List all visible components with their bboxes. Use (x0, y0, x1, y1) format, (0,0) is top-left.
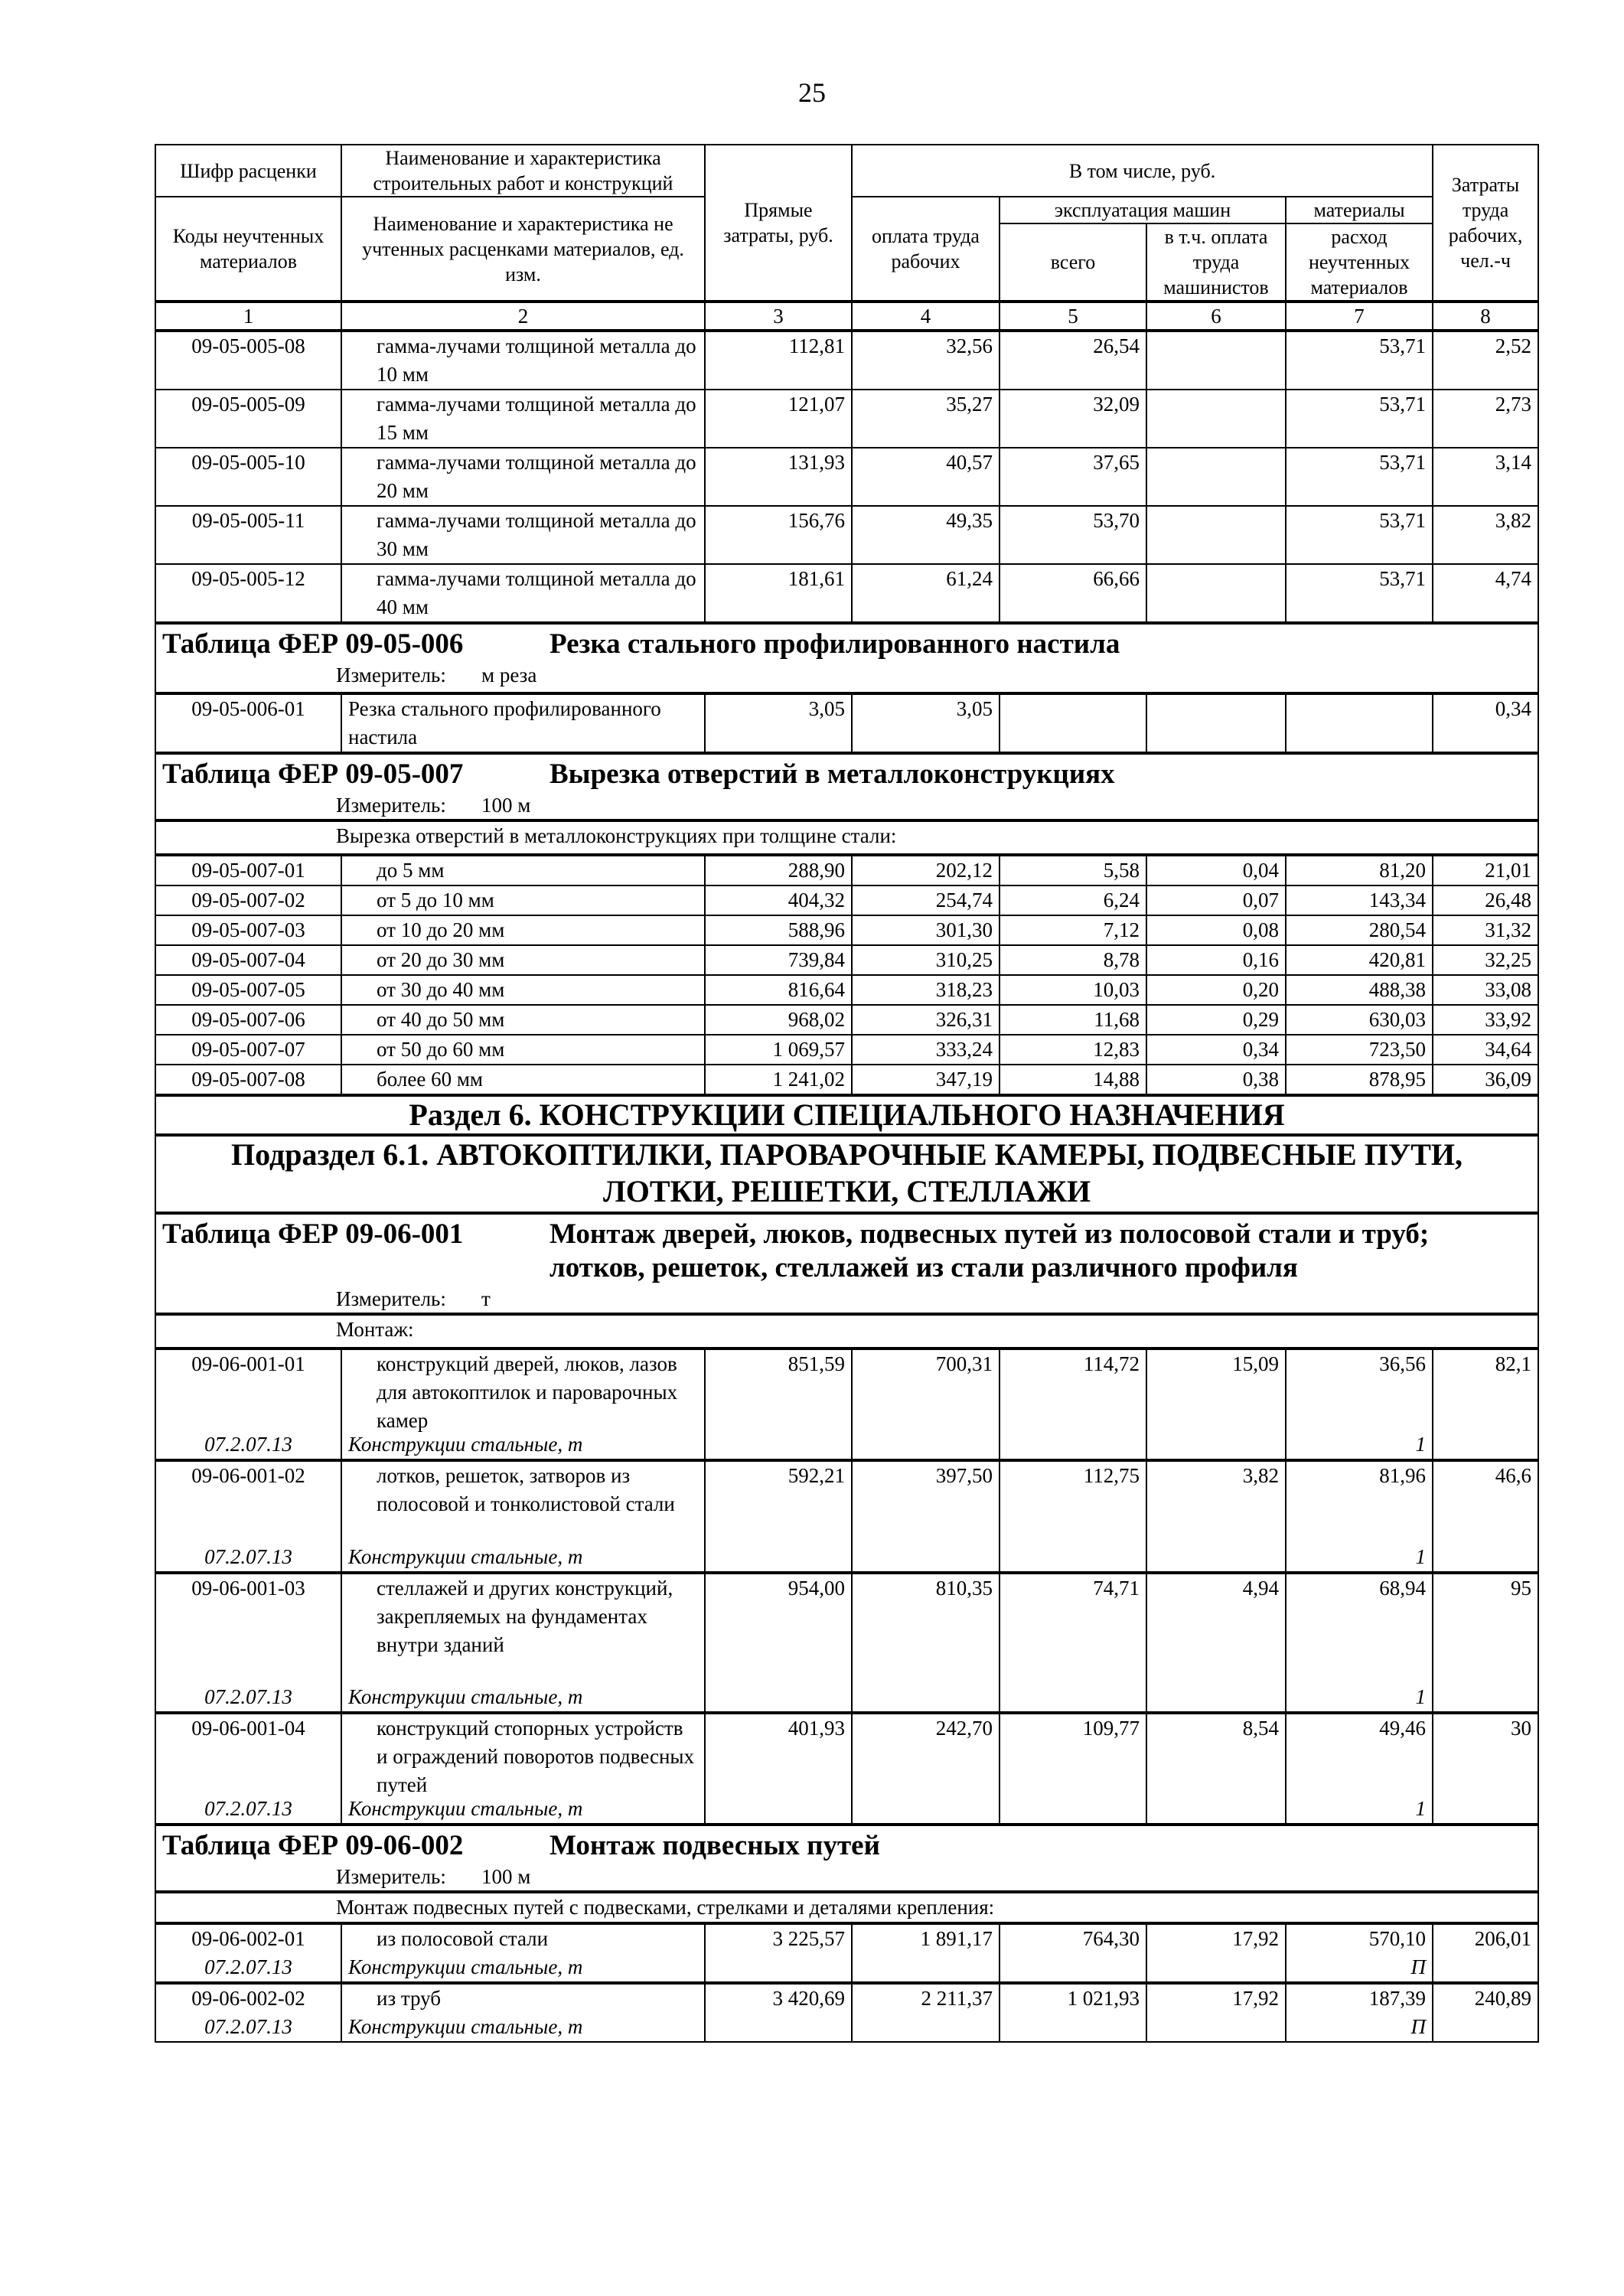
machinist-wages: 3,82 (1146, 1460, 1286, 1573)
labor-hours: 2,52 (1433, 331, 1538, 390)
measure-label: Измеритель: (336, 1287, 446, 1310)
header-materials: материалы (1286, 197, 1433, 223)
material-code: 07.2.07.13 (204, 1433, 292, 1456)
machinist-wages: 17,92 (1146, 1983, 1286, 2042)
rate-name: более 60 мм (341, 1065, 705, 1095)
materials: 630,03 (1286, 1005, 1433, 1035)
table-row (155, 885, 1538, 915)
machinist-wages: 0,08 (1146, 915, 1286, 945)
machinist-wages: 17,92 (1146, 1923, 1286, 1983)
col-number: 4 (852, 302, 1000, 331)
rate-code: 09-05-005-12 (155, 564, 341, 623)
material-qty: П (1410, 1955, 1427, 1978)
machinist-wages (1146, 331, 1286, 390)
labor-hours: 34,64 (1433, 1035, 1538, 1065)
rate-name: из труб (377, 1987, 442, 2010)
labor-hours: 36,09 (1433, 1065, 1538, 1095)
machinist-wages (1146, 693, 1286, 753)
machines-total: 8,78 (1000, 945, 1146, 975)
labor-hours: 4,74 (1433, 564, 1538, 623)
direct-costs: 112,81 (705, 331, 852, 390)
table-row (155, 331, 1538, 390)
header-name: Наименование и характеристика строительных работ и конструкций (341, 145, 705, 197)
table-heading (155, 1825, 1538, 1892)
materials: 280,54 (1286, 915, 1433, 945)
header-machines-total: всего (1000, 223, 1146, 302)
wages: 397,50 (852, 1460, 1000, 1573)
rate-code: 09-06-001-01 (191, 1352, 305, 1375)
materials: 723,50 (1286, 1035, 1433, 1065)
table-row (155, 855, 1538, 885)
wages: 32,56 (852, 331, 1000, 390)
table-row (155, 390, 1538, 448)
material-name: Конструкции стальные, т (348, 1545, 583, 1568)
rate-code: 09-06-002-02 (191, 1987, 305, 2010)
machinist-wages (1146, 506, 1286, 564)
machines-total: 26,54 (1000, 331, 1146, 390)
header-machines: эксплуатация машин (1000, 197, 1286, 223)
rate-code-cell (155, 1923, 341, 1983)
table-row (155, 1923, 1538, 1983)
rate-name: конструкций стопорных устройств и ограждений поворотов подвесных путей (377, 1717, 695, 1796)
wages: 1 891,17 (852, 1923, 1000, 1983)
rate-code: 09-06-001-02 (191, 1464, 305, 1487)
measure-value: м реза (481, 664, 537, 687)
direct-costs: 288,90 (705, 855, 852, 885)
wages: 61,24 (852, 564, 1000, 623)
material-code: 07.2.07.13 (204, 2015, 292, 2038)
material-name: Конструкции стальные, т (348, 1797, 583, 1820)
material-name: Конструкции стальные, т (348, 1433, 583, 1456)
materials: 49,46 (1379, 1717, 1427, 1740)
table-row (155, 1349, 1538, 1460)
machines-total: 109,77 (1000, 1713, 1146, 1825)
direct-costs: 404,32 (705, 885, 852, 915)
measure-line (156, 1863, 1538, 1890)
materials: 143,34 (1286, 885, 1433, 915)
table-row (155, 1983, 1538, 2042)
rate-name: от 10 до 20 мм (341, 915, 705, 945)
materials-cell (1286, 1713, 1433, 1825)
materials: 53,71 (1286, 331, 1433, 390)
rate-code: 09-05-005-10 (155, 448, 341, 506)
rate-name-cell (341, 1983, 705, 2042)
wages: 202,12 (852, 855, 1000, 885)
rate-name: конструкций дверей, люков, лазов для автокоптилок и пароварочных камер (377, 1352, 678, 1432)
table-row (155, 1035, 1538, 1065)
materials-cell (1286, 1983, 1433, 2042)
rate-code: 09-05-005-08 (155, 331, 341, 390)
direct-costs: 954,00 (705, 1573, 852, 1713)
rate-name: из полосовой стали (377, 1927, 549, 1950)
direct-costs: 121,07 (705, 390, 852, 448)
rate-code: 09-06-002-01 (191, 1927, 305, 1950)
material-code: 07.2.07.13 (204, 1955, 292, 1978)
labor-hours: 33,92 (1433, 1005, 1538, 1035)
direct-costs: 1 241,02 (705, 1065, 852, 1095)
wages: 301,30 (852, 915, 1000, 945)
material-code: 07.2.07.13 (204, 1545, 292, 1568)
material-qty: П (1410, 2015, 1427, 2038)
rate-code: 09-05-005-09 (155, 390, 341, 448)
labor-hours: 33,08 (1433, 975, 1538, 1005)
col-number: 6 (1146, 302, 1286, 331)
machinist-wages: 0,07 (1146, 885, 1286, 915)
rate-code: 09-05-007-07 (155, 1035, 341, 1065)
direct-costs: 851,59 (705, 1349, 852, 1460)
rate-name: гамма-лучами толщиной металла до 30 мм (341, 506, 705, 564)
direct-costs: 131,93 (705, 448, 852, 506)
material-qty: 1 (1415, 1797, 1427, 1820)
labor-hours: 32,25 (1433, 945, 1538, 975)
direct-costs: 401,93 (705, 1713, 852, 1825)
rate-name: лотков, решеток, затворов из полосовой и тонколистовой стали (377, 1464, 675, 1515)
rate-name: от 40 до 50 мм (341, 1005, 705, 1035)
machinist-wages: 0,04 (1146, 855, 1286, 885)
materials-cell (1286, 1460, 1433, 1573)
machinist-wages (1146, 390, 1286, 448)
rate-name-cell (341, 1349, 705, 1460)
column-numbers-row (155, 302, 1538, 331)
direct-costs: 181,61 (705, 564, 852, 623)
table-title: Вырезка отверстий в металлоконструкциях (549, 758, 1115, 790)
wages: 3,05 (852, 693, 1000, 753)
header-labor: Затраты труда рабочих, чел.-ч (1433, 145, 1538, 302)
machines-total (1000, 693, 1146, 753)
machines-total: 11,68 (1000, 1005, 1146, 1035)
materials: 53,71 (1286, 448, 1433, 506)
labor-hours: 21,01 (1433, 855, 1538, 885)
materials: 570,10 (1368, 1927, 1427, 1950)
rate-name: гамма-лучами толщиной металла до 10 мм (341, 331, 705, 390)
labor-hours: 2,73 (1433, 390, 1538, 448)
materials: 187,39 (1368, 1987, 1427, 2010)
materials: 53,71 (1286, 564, 1433, 623)
labor-hours: 95 (1433, 1573, 1538, 1713)
table-row (155, 448, 1538, 506)
header-material-names: Наименование и характеристика не учтенных расценками материалов, ед. изм. (341, 197, 705, 302)
rate-name: от 50 до 60 мм (341, 1035, 705, 1065)
labor-hours: 26,48 (1433, 885, 1538, 915)
machinist-wages: 0,34 (1146, 1035, 1286, 1065)
labor-hours: 206,01 (1433, 1923, 1538, 1983)
wages: 326,31 (852, 1005, 1000, 1035)
rate-name-cell (341, 1460, 705, 1573)
header-direct-costs: Прямые затраты, руб. (705, 145, 852, 302)
material-code: 07.2.07.13 (204, 1797, 292, 1820)
subsection-row (155, 1135, 1538, 1213)
table-row (155, 1065, 1538, 1095)
direct-costs: 816,64 (705, 975, 852, 1005)
materials-cell (1286, 1573, 1433, 1713)
material-qty: 1 (1415, 1433, 1427, 1456)
table-title: Резка стального профилированного настила (549, 628, 1120, 660)
table-row (155, 1460, 1538, 1573)
machines-total: 37,65 (1000, 448, 1146, 506)
intro-row (155, 820, 1538, 855)
labor-hours: 31,32 (1433, 915, 1538, 945)
machinist-wages (1146, 448, 1286, 506)
materials (1286, 693, 1433, 753)
header-wages: оплата труда рабочих (852, 197, 1000, 302)
wages: 40,57 (852, 448, 1000, 506)
materials-cell (1286, 1349, 1433, 1460)
rate-code-cell (155, 1713, 341, 1825)
col-number: 8 (1433, 302, 1538, 331)
measure-value: 100 м (481, 794, 531, 817)
wages: 35,27 (852, 390, 1000, 448)
table-heading (155, 623, 1538, 693)
table-row (155, 564, 1538, 623)
section-row (155, 1095, 1538, 1135)
col-number: 1 (155, 302, 341, 331)
table-heading-row (155, 1825, 1538, 1892)
table-row (155, 693, 1538, 753)
materials: 53,71 (1286, 506, 1433, 564)
table-title-line1: Монтаж дверей, люков, подвесных путей из полосовой стали и труб; (549, 1218, 1430, 1250)
machines-total: 114,72 (1000, 1349, 1146, 1460)
table-row (155, 975, 1538, 1005)
measure-value: 100 м (481, 1865, 531, 1888)
measure-label: Измеритель: (336, 794, 446, 817)
machinist-wages: 8,54 (1146, 1713, 1286, 1825)
subsection-title-line2: ЛОТКИ, РЕШЕТКИ, СТЕЛЛАЖИ (602, 1174, 1091, 1208)
col-number: 5 (1000, 302, 1146, 331)
rate-name: от 20 до 30 мм (341, 945, 705, 975)
measure-label: Измеритель: (336, 1865, 446, 1888)
subsection-title-line1: Подраздел 6.1. АВТОКОПТИЛКИ, ПАРОВАРОЧНЫЕ КАМЕРЫ, ПОДВЕСНЫЕ ПУТИ, (231, 1137, 1463, 1172)
header-material-consumption: расход неучтенных материалов (1286, 223, 1433, 302)
col-number: 2 (341, 302, 705, 331)
material-code: 07.2.07.13 (204, 1685, 292, 1708)
subsection-title (155, 1135, 1538, 1213)
wages: 700,31 (852, 1349, 1000, 1460)
rate-code: 09-05-005-11 (155, 506, 341, 564)
intro-row (155, 1314, 1538, 1349)
machines-total: 66,66 (1000, 564, 1146, 623)
intro-text: Монтаж: (155, 1314, 1538, 1349)
materials: 420,81 (1286, 945, 1433, 975)
rate-name-cell (341, 1713, 705, 1825)
labor-hours: 3,82 (1433, 506, 1538, 564)
machines-total: 10,03 (1000, 975, 1146, 1005)
wages: 2 211,37 (852, 1983, 1000, 2042)
intro-text: Вырезка отверстий в металлоконструкциях при толщине стали: (155, 820, 1538, 855)
labor-hours: 46,6 (1433, 1460, 1538, 1573)
rate-code: 09-05-007-03 (155, 915, 341, 945)
machines-total: 14,88 (1000, 1065, 1146, 1095)
materials: 81,20 (1286, 855, 1433, 885)
wages: 242,70 (852, 1713, 1000, 1825)
intro-text: Монтаж подвесных путей с подвесками, стрелками и деталями крепления: (155, 1892, 1538, 1923)
rate-code: 09-05-007-08 (155, 1065, 341, 1095)
direct-costs: 1 069,57 (705, 1035, 852, 1065)
direct-costs: 3 420,69 (705, 1983, 852, 2042)
rate-name: гамма-лучами толщиной металла до 15 мм (341, 390, 705, 448)
machines-total: 32,09 (1000, 390, 1146, 448)
measure-line (156, 1285, 1538, 1313)
rate-code: 09-05-007-05 (155, 975, 341, 1005)
rate-name-cell (341, 1573, 705, 1713)
rate-name: от 5 до 10 мм (341, 885, 705, 915)
rate-name-cell (341, 1923, 705, 1983)
direct-costs: 588,96 (705, 915, 852, 945)
rate-code: 09-05-006-01 (155, 693, 341, 753)
labor-hours: 0,34 (1433, 693, 1538, 753)
machines-total: 74,71 (1000, 1573, 1146, 1713)
materials: 53,71 (1286, 390, 1433, 448)
material-name: Конструкции стальные, т (348, 1955, 583, 1978)
table-heading-row (155, 1213, 1538, 1314)
machines-total: 12,83 (1000, 1035, 1146, 1065)
machinist-wages: 15,09 (1146, 1349, 1286, 1460)
rate-code: 09-06-001-04 (191, 1717, 305, 1740)
rate-code: 09-05-007-01 (155, 855, 341, 885)
table-title-line2: лотков, решеток, стеллажей из стали различного профиля (549, 1252, 1298, 1283)
material-qty: 1 (1415, 1685, 1427, 1708)
labor-hours: 240,89 (1433, 1983, 1538, 2042)
labor-hours: 30 (1433, 1713, 1538, 1825)
wages: 49,35 (852, 506, 1000, 564)
measure-label: Измеритель: (336, 664, 446, 687)
section-title: Раздел 6. КОНСТРУКЦИИ СПЕЦИАЛЬНОГО НАЗНАЧЕНИЯ (155, 1095, 1538, 1135)
table-row (155, 1005, 1538, 1035)
materials: 68,94 (1379, 1577, 1427, 1600)
machines-total: 53,70 (1000, 506, 1146, 564)
material-qty: 1 (1415, 1545, 1427, 1568)
table-title (549, 1218, 1506, 1285)
materials: 488,38 (1286, 975, 1433, 1005)
machines-total: 7,12 (1000, 915, 1146, 945)
header-code: Шифр расценки (155, 145, 341, 197)
wages: 347,19 (852, 1065, 1000, 1095)
table-number: Таблица ФЕР 09-05-006 (162, 628, 464, 660)
wages: 333,24 (852, 1035, 1000, 1065)
machines-total: 1 021,93 (1000, 1983, 1146, 2042)
materials-cell (1286, 1923, 1433, 1983)
price-table (155, 144, 1539, 2043)
direct-costs: 156,76 (705, 506, 852, 564)
direct-costs: 3 225,57 (705, 1923, 852, 1983)
table-title: Монтаж подвесных путей (549, 1830, 880, 1861)
materials: 81,96 (1379, 1464, 1427, 1487)
machines-total: 112,75 (1000, 1460, 1146, 1573)
materials: 878,95 (1286, 1065, 1433, 1095)
table-row (155, 1713, 1538, 1825)
rate-name: гамма-лучами толщиной металла до 20 мм (341, 448, 705, 506)
rate-code-cell (155, 1349, 341, 1460)
rate-name: от 30 до 40 мм (341, 975, 705, 1005)
wages: 254,74 (852, 885, 1000, 915)
direct-costs: 3,05 (705, 693, 852, 753)
machinist-wages (1146, 564, 1286, 623)
header-row-1 (155, 145, 1538, 197)
table-row (155, 1573, 1538, 1713)
machinist-wages: 4,94 (1146, 1573, 1286, 1713)
table-heading (155, 753, 1538, 820)
direct-costs: 968,02 (705, 1005, 852, 1035)
rate-code: 09-06-001-03 (191, 1577, 305, 1600)
rate-name: Резка стального профилированного настила (341, 693, 705, 753)
rate-code: 09-05-007-02 (155, 885, 341, 915)
machinist-wages: 0,16 (1146, 945, 1286, 975)
labor-hours: 3,14 (1433, 448, 1538, 506)
rate-name: гамма-лучами толщиной металла до 40 мм (341, 564, 705, 623)
col-number: 7 (1286, 302, 1433, 331)
rate-code-cell (155, 1460, 341, 1573)
table-row (155, 506, 1538, 564)
materials: 36,56 (1379, 1352, 1427, 1375)
wages: 810,35 (852, 1573, 1000, 1713)
rate-code: 09-05-007-04 (155, 945, 341, 975)
machines-total: 5,58 (1000, 855, 1146, 885)
table-row (155, 945, 1538, 975)
material-name: Конструкции стальные, т (348, 1685, 583, 1708)
wages: 310,25 (852, 945, 1000, 975)
col-number: 3 (705, 302, 852, 331)
table-number: Таблица ФЕР 09-05-007 (162, 758, 464, 790)
rate-name: до 5 мм (341, 855, 705, 885)
wages: 318,23 (852, 975, 1000, 1005)
material-name: Конструкции стальные, т (348, 2015, 583, 2038)
rate-name: стеллажей и других конструкций, закрепляемых на фундаментах внутри зданий (377, 1577, 673, 1656)
header-material-codes: Коды неучтенных материалов (155, 197, 341, 302)
measure-line (156, 661, 1538, 689)
direct-costs: 739,84 (705, 945, 852, 975)
rate-code-cell (155, 1573, 341, 1713)
table-heading-row (155, 753, 1538, 820)
header-group: В том числе, руб. (852, 145, 1433, 197)
labor-hours: 82,1 (1433, 1349, 1538, 1460)
page-number: 25 (798, 77, 826, 108)
direct-costs: 592,21 (705, 1460, 852, 1573)
table-heading (155, 1213, 1538, 1314)
header-machinist-wages: в т.ч. оплата труда машинистов (1146, 223, 1286, 302)
measure-value: т (481, 1287, 491, 1310)
intro-row (155, 1892, 1538, 1923)
machinist-wages: 0,29 (1146, 1005, 1286, 1035)
table-number: Таблица ФЕР 09-06-002 (162, 1830, 464, 1861)
machines-total: 6,24 (1000, 885, 1146, 915)
machines-total: 764,30 (1000, 1923, 1146, 1983)
machinist-wages: 0,20 (1146, 975, 1286, 1005)
table-number: Таблица ФЕР 09-06-001 (162, 1218, 464, 1250)
measure-line (156, 791, 1538, 819)
rate-code: 09-05-007-06 (155, 1005, 341, 1035)
table-row (155, 915, 1538, 945)
machinist-wages: 0,38 (1146, 1065, 1286, 1095)
rate-code-cell (155, 1983, 341, 2042)
table-heading-row (155, 623, 1538, 693)
